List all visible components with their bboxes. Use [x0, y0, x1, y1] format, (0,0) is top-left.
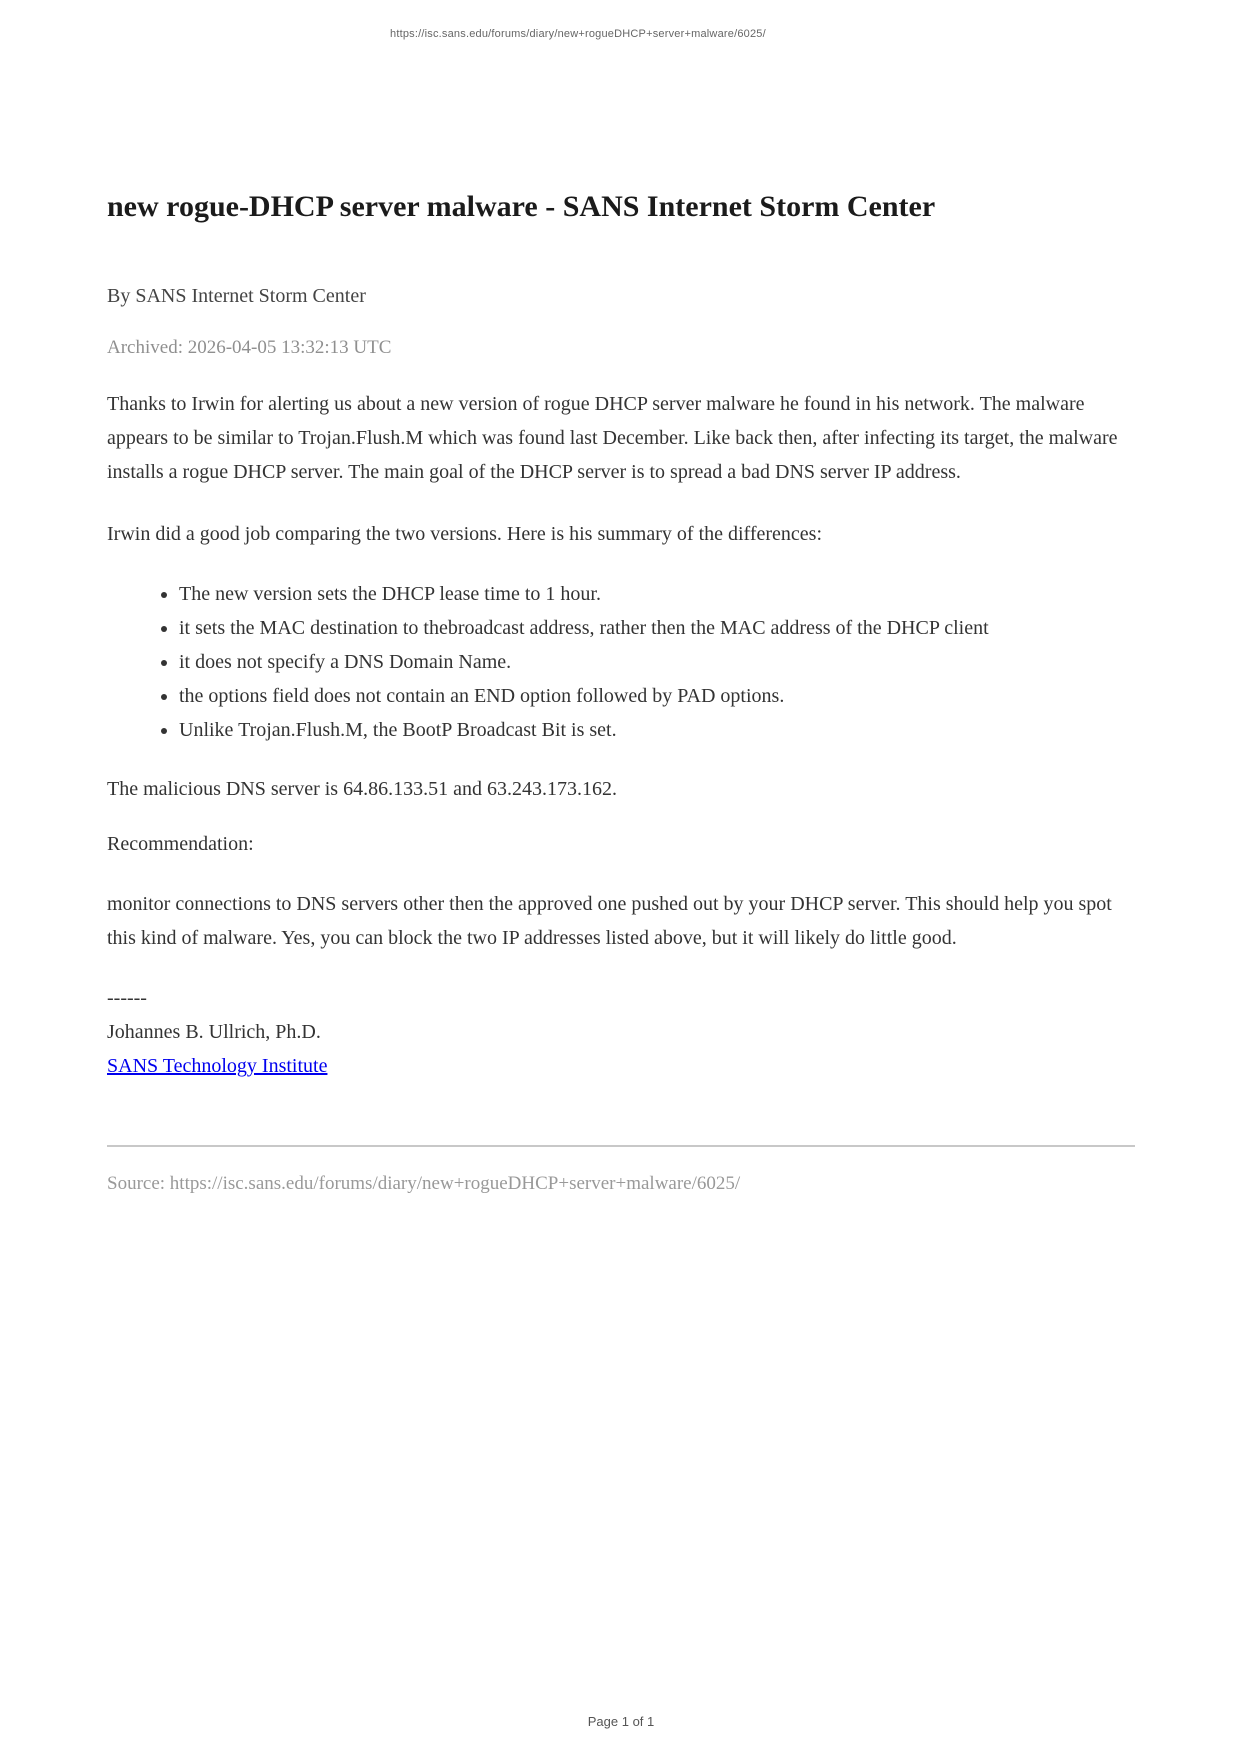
signature-block — [107, 981, 1135, 1083]
source-line: Source: https://isc.sans.edu/forums/diary/new+rogueDHCP+server+malware/6025/ — [107, 1173, 741, 1194]
page-title: new rogue-DHCP server malware - SANS Internet Storm Center — [107, 190, 936, 223]
signature-name: Johannes B. Ullrich, Ph.D. — [107, 1021, 321, 1043]
paragraph-dns-servers: The malicious DNS server is 64.86.133.51 and 63.243.173.162. — [107, 778, 617, 800]
list-item: • it does not specify a DNS Domain Name. — [179, 645, 1135, 679]
list-item: • the options field does not contain an END option followed by PAD options. — [179, 679, 1135, 713]
article-page — [107, 0, 1135, 1199]
paragraph-intro: Thanks to Irwin for alerting us about a new version of rogue DHCP server malware he found in his network. The malware appears to be similar to Trojan.Flush.M which was found last December. Like back then, after infecting its target, the malware installs a rogue DHCP server. The main goal of the DHCP server is to spread a bad DNS server IP address. — [107, 393, 1118, 483]
byline: By SANS Internet Storm Center — [107, 285, 366, 307]
print-header-url: https://isc.sans.edu/forums/diary/new+rogueDHCP+server+malware/6025/ — [390, 28, 766, 40]
paragraph-recommendation-heading: Recommendation: — [107, 833, 254, 855]
archived-timestamp: Archived: 2026-04-05 13:32:13 UTC — [107, 337, 392, 358]
paragraph-recommendation-body: monitor connections to DNS servers other then the approved one pushed out by your DHCP server. This should help you spot this kind of malware. Yes, you can block the two IP addresses listed above, but it will likely do little good. — [107, 893, 1112, 949]
list-item: • Unlike Trojan.Flush.M, the BootP Broadcast Bit is set. — [179, 713, 1135, 747]
signature-divider: ------ — [107, 987, 147, 1009]
differences-list — [107, 577, 1135, 747]
page-number: Page 1 of 1 — [587, 1714, 655, 1729]
paragraph-summary-lead: Irwin did a good job comparing the two versions. Here is his summary of the differences: — [107, 523, 823, 545]
divider-rule — [107, 1145, 1135, 1147]
sans-technology-institute-link[interactable]: SANS Technology Institute — [107, 1055, 328, 1077]
list-item: • it sets the MAC destination to thebroadcast address, rather then the MAC address of the DHCP client — [179, 611, 1135, 645]
list-item: • The new version sets the DHCP lease time to 1 hour. — [179, 577, 1135, 611]
